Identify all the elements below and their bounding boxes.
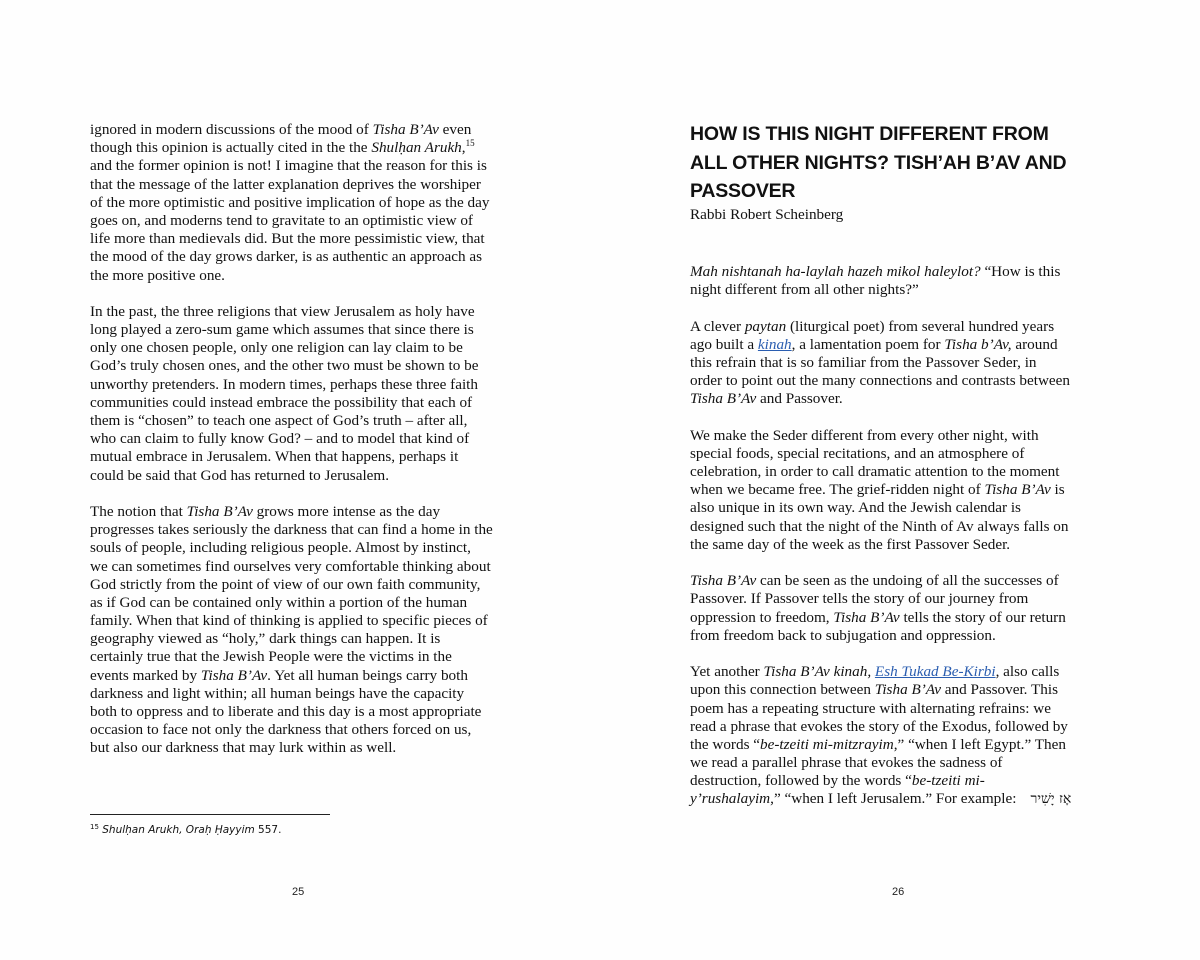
text-line: could be said that God has returned to Jerusalem. — [90, 466, 390, 484]
right-body — [690, 263, 1071, 809]
text-line: family. When that kind of thinking is applied to specific pieces of — [90, 612, 488, 630]
footnote-reference[interactable]: 15 — [465, 138, 475, 149]
text-line: celebration, in order to call dramatic attention to the moment — [690, 463, 1060, 481]
text-line: ago built a kinah, a lamentation poem for Tisha b’Av, around — [690, 335, 1058, 353]
text-line: In the past, the three religions that view Jerusalem as holy have — [90, 302, 475, 320]
text-line: this refrain that is so familiar from the Passover Seder, in — [690, 353, 1037, 371]
page-number: 25 — [292, 886, 305, 898]
article-title — [690, 120, 1066, 206]
text-line: We make the Seder different from every other night, with — [690, 426, 1039, 444]
text-line: long played a zero-sum game which assumes that since there is — [90, 321, 474, 339]
text-line: A clever paytan (liturgical poet) from several hundred years — [690, 317, 1055, 335]
text-line: ignored in modern discussions of the mood of Tisha B’Av even — [90, 121, 472, 138]
text-line: the more positive one. — [90, 266, 225, 284]
text-line: though this opinion is actually cited in the the Shulḥan Arukh,$^{15}$ — [90, 138, 475, 157]
text-line: darkness and light within; all human beings have the capacity — [90, 684, 465, 702]
text-line: from freedom back to subjugation and oppression. — [690, 626, 996, 644]
text-line: Mah nishtanah ha-laylah hazeh mikol haleylot? “How is this — [690, 263, 1061, 280]
text-line: poem has a repeating structure with alternating refrains: we — [690, 699, 1051, 717]
text-line: also unique in its own way. And the Jewish calendar is — [690, 499, 1021, 517]
text-line: souls of people, including religious people. Almost by instinct, — [90, 539, 471, 557]
text-line: the mood of the day grows darker, is as authentic an approach as — [90, 248, 483, 266]
text-line: certainly true that the Jewish People were the victims in the — [90, 648, 452, 666]
footnote-citation: Shulḥan Arukh, Oraḥ Ḥayyim — [102, 824, 255, 836]
text-line: Tisha B’Av and Passover. — [690, 390, 843, 408]
left-body — [90, 121, 493, 758]
text-line: Passover. If Passover tells the story of our journey from — [690, 590, 1029, 608]
footnote-number: 15 — [90, 823, 99, 831]
esh-tukad-link[interactable]: Esh Tukad Be-Kirbi — [874, 663, 996, 681]
text-line: God’s truly chosen ones, and the other two must be shown to be — [90, 357, 479, 375]
text-line: Yet another Tisha B’Av kinah, Esh Tukad Be-Kirbi, also calls — [690, 663, 1060, 681]
text-line: special foods, special recitations, and an atmosphere of — [690, 444, 1025, 462]
text-line: the words “be-tzeiti mi-mitzrayim,” “when I left Egypt.” Then — [690, 735, 1066, 753]
kinah-link[interactable]: kinah — [757, 335, 792, 353]
text-line: as if God can be contained only within a portion of the human — [90, 593, 468, 611]
text-line: designed such that the night of the Ninth of Av always falls on — [690, 517, 1069, 535]
text-line: both to oppress and to liberate and this day is a most appropriate — [90, 703, 482, 720]
text-line: the same day of the week as the first Passover Seder. — [690, 535, 1011, 553]
text-line: unworthy pretenders. In modern times, perhaps these three faith — [90, 375, 479, 393]
text-line: them is “chosen” to teach one aspect of God’s truth – after all, — [90, 412, 468, 429]
text-line: we read a parallel phrase that evokes the sadness of — [690, 754, 1003, 772]
text-line: destruction, followed by the words “be-tzeiti mi- — [690, 772, 985, 790]
title-line: ALL OTHER NIGHTS? TISH’AH B’AV AND — [690, 151, 1067, 174]
title-line: PASSOVER — [690, 180, 796, 202]
text-line: Tisha B’Av can be seen as the undoing of all the successes of — [690, 572, 1059, 590]
footnote-text: 557. — [254, 824, 282, 836]
text-line: events marked by Tisha B’Av. Yet all human beings carry both — [90, 666, 468, 684]
text-line: read a phrase that evokes the story of the Exodus, followed by — [690, 717, 1068, 735]
footnote-divider — [90, 814, 330, 815]
page-number: 26 — [892, 886, 905, 898]
text-line: progresses takes seriously the darkness that can find a home in the — [90, 521, 493, 539]
text-line: but also our darkness that may lurk within as well. — [90, 739, 397, 757]
text-line: that the message of the latter explanation deprives the worshiper — [90, 175, 481, 193]
text-line: who can claim to fully know God? – and to model that kind of — [90, 430, 470, 448]
author-byline: Rabbi Robert Scheinberg — [690, 206, 844, 223]
text-line: we can sometimes find ourselves very comfortable thinking about — [90, 557, 491, 575]
text-line: order to point out the many connections and contrasts between — [690, 372, 1071, 390]
text-line: and the former opinion is not! I imagine that the reason for this is — [90, 157, 487, 175]
text-line: God strictly from the point of view of our own faith community, — [90, 575, 481, 593]
text-line: mutual embrace in Jerusalem. When that happens, perhaps it — [90, 448, 459, 466]
text-line: communities could instead embrace the possibility that each of — [90, 393, 473, 411]
text-line: occasion to face not only the darkness that others forced on us, — [90, 721, 472, 739]
footnote — [90, 824, 281, 836]
text-line: when we became free. The grief-ridden night of Tisha B’Av is — [690, 481, 1065, 499]
text-line: life more than medievals did. But the more pessimistic view, that — [90, 230, 485, 248]
text-line: night different from all other nights?” — [690, 281, 919, 299]
text-line: only one chosen people, only one religion can lay claim to be — [90, 339, 463, 357]
text-line: goes on, and moderns tend to gravitate to an optimistic view of — [90, 211, 473, 229]
text-line: of the more optimistic and positive implication of hope as the day — [90, 193, 490, 211]
title-line: HOW IS THIS NIGHT DIFFERENT FROM — [690, 123, 1049, 145]
hebrew-text: אָז יָשִׁיר — [1030, 791, 1072, 808]
text-line: geography viewed as “holy,” dark things can happen. It is — [90, 630, 441, 648]
text-line: The notion that Tisha B’Av grows more intense as the day — [90, 502, 441, 520]
text-line: oppression to freedom, Tisha B’Av tells the story of our return — [690, 608, 1066, 626]
text-line: upon this connection between Tisha B’Av and Passover. This — [690, 681, 1058, 699]
text-line: y’rushalayim,” “when I left Jerusalem.” For example: אָז יָשִׁיר — [690, 790, 1072, 808]
